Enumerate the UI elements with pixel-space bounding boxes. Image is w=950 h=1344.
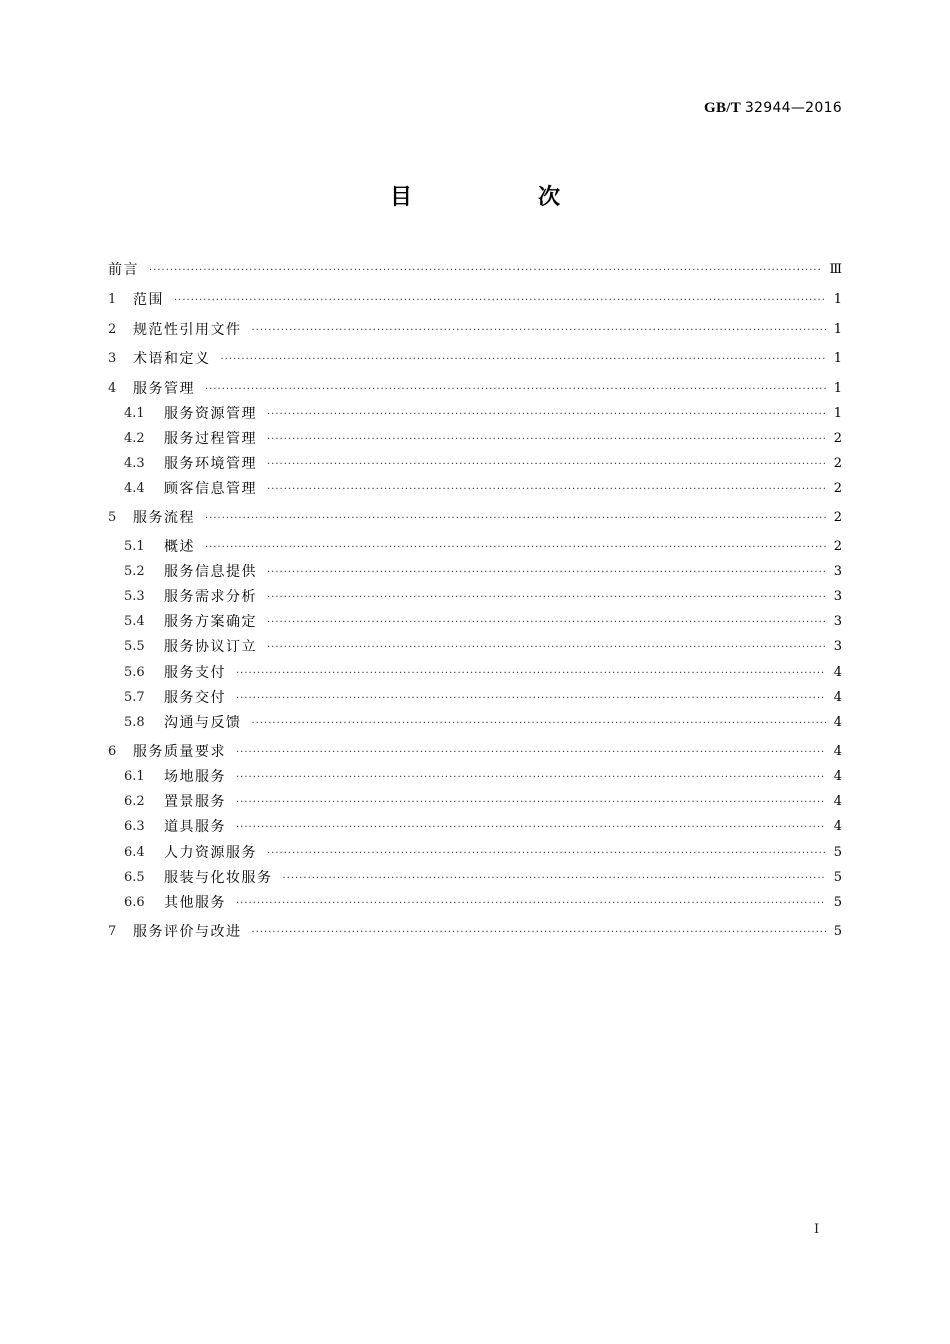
toc-leader-dots [252,924,826,942]
toc-entry-page: 1 [833,406,842,421]
toc-entry[interactable] [124,429,842,449]
toc-entry-page: 2 [833,456,842,471]
toc-entry-number: 4.2 [124,431,145,446]
toc-entry[interactable] [108,290,842,310]
toc-entry-page: 5 [833,845,842,860]
toc-entry-label: 人力资源服务 [164,845,257,861]
toc-entry[interactable] [124,817,842,837]
toc-leader-dots [283,870,826,888]
toc-entry-page: 1 [833,292,842,307]
toc-entry-label: 前言 [108,262,139,278]
standard-number: 32944—2016 [744,100,842,116]
toc-entry-page: 4 [833,715,842,730]
toc-entry-page: 4 [833,769,842,784]
toc-entry-number: 5.2 [124,564,145,579]
toc-entry[interactable] [124,562,842,582]
toc-entry-number: 5.6 [124,665,145,680]
toc-entry-number: 6.5 [124,870,145,885]
toc-entry-number: 5 [108,510,117,525]
toc-entry-page: 5 [833,895,842,910]
toc-entry-page: 1 [833,381,842,396]
toc-entry[interactable] [124,868,842,888]
toc-leader-dots [236,690,826,708]
toc-leader-dots [267,406,826,424]
toc-entry-page: 1 [833,351,842,366]
toc-entry[interactable] [124,893,842,913]
toc-entry[interactable] [124,713,842,733]
toc-entry[interactable] [124,637,842,657]
toc-leader-dots [236,895,826,913]
toc-entry-number: 3 [108,351,117,366]
toc-entry-number: 6.2 [124,794,145,809]
toc-entry-label: 服务管理 [133,381,195,397]
toc-leader-dots [267,845,826,863]
toc-entry[interactable] [108,349,842,369]
toc-entry-page: 2 [833,510,842,525]
toc-entry-label: 沟通与反馈 [164,715,242,731]
toc-entry-number: 4.3 [124,456,145,471]
toc-entry[interactable] [108,508,842,528]
toc-entry-page: 5 [833,924,842,939]
toc-leader-dots [252,715,826,733]
toc-entry[interactable] [124,537,842,557]
toc-entry-label: 服务资源管理 [164,406,257,422]
toc-leader-dots [267,431,826,449]
toc-entry-label: 服务交付 [164,690,226,706]
toc-leader-dots [149,262,821,280]
toc-entry-number: 7 [108,924,117,939]
toc-entry-page: 2 [833,431,842,446]
toc-entry-label: 服务方案确定 [164,614,257,630]
toc-entry-number: 4.1 [124,406,145,421]
toc-title: 目 次 [389,185,612,210]
toc-leader-dots [205,539,826,557]
toc-entry-label: 服务协议订立 [164,639,257,655]
toc-entry-page: 1 [833,322,842,337]
toc-entry-page: 2 [833,539,842,554]
toc-entry-number: 5.4 [124,614,145,629]
toc-entry-label: 服务需求分析 [164,589,257,605]
toc-entry-number: 1 [108,292,117,307]
toc-entry[interactable] [108,320,842,340]
toc-entry[interactable] [108,742,842,762]
toc-entry-page: 5 [833,870,842,885]
toc-entry-number: 6.1 [124,769,145,784]
toc-leader-dots [267,481,826,499]
toc-entry-label: 其他服务 [164,895,226,911]
toc-entry-label: 服务流程 [133,510,195,526]
toc-entry-label: 服装与化妆服务 [164,870,273,886]
toc-entry-page: 3 [833,614,842,629]
toc-entry[interactable] [108,379,842,399]
toc-entry-label: 服务环境管理 [164,456,257,472]
toc-entry-label: 服务质量要求 [133,744,226,760]
toc-entry[interactable] [124,612,842,632]
toc-entry[interactable] [124,454,842,474]
toc-entry-number: 5.1 [124,539,145,554]
toc-leader-dots [236,794,826,812]
toc-leader-dots [236,769,826,787]
toc-entry-page: 3 [833,639,842,654]
toc-leader-dots [252,322,826,340]
toc-entry-label: 置景服务 [164,794,226,810]
toc-entry[interactable] [124,663,842,683]
toc-entry-page: 4 [833,794,842,809]
toc-entry-number: 5.3 [124,589,145,604]
toc-entry-label: 术语和定义 [133,351,211,367]
toc-entry-label: 概述 [164,539,195,555]
toc-entry-number: 6.6 [124,895,145,910]
toc-entry-page: 4 [833,690,842,705]
toc-entry-number: 4 [108,381,117,396]
toc-entry-label: 范围 [133,292,164,308]
toc-entry-label: 服务过程管理 [164,431,257,447]
toc-leader-dots [205,381,826,399]
toc-entry-label: 规范性引用文件 [133,322,242,338]
toc-entry-page: 3 [833,564,842,579]
toc-entry-number: 2 [108,322,117,337]
toc-entry-label: 服务信息提供 [164,564,257,580]
toc-leader-dots [267,564,826,582]
toc-entry-number: 5.7 [124,690,145,705]
toc-leader-dots [267,614,826,632]
page-number: Ⅰ [814,1222,820,1237]
toc-leader-dots [236,665,826,683]
toc-entry-number: 5.5 [124,639,145,654]
toc-leader-dots [267,589,826,607]
standard-code: GB/T [703,100,741,116]
toc-entry-page: 4 [833,665,842,680]
toc-leader-dots [267,456,826,474]
toc-entry-number: 4.4 [124,481,145,496]
toc-entry-number: 5.8 [124,715,145,730]
toc-entry-page: Ⅲ [829,262,842,277]
toc-entry-label: 服务评价与改进 [133,924,242,940]
toc-entry-label: 道具服务 [164,819,226,835]
toc-entry-number: 6 [108,744,117,759]
toc-entry-label: 顾客信息管理 [164,481,257,497]
toc-entry-page: 4 [833,744,842,759]
toc-leader-dots [205,510,826,528]
toc-entry-label: 场地服务 [164,769,226,785]
toc-entry[interactable] [124,587,842,607]
toc-entry-page: 4 [833,819,842,834]
toc-entry[interactable] [124,767,842,787]
toc-entry-label: 服务支付 [164,665,226,681]
toc-entry[interactable] [124,792,842,812]
toc-entry-number: 6.4 [124,845,145,860]
toc-entry-page: 2 [833,481,842,496]
toc-leader-dots [236,744,826,762]
toc-entry[interactable] [124,688,842,708]
toc-leader-dots [267,639,826,657]
toc-entry-number: 6.3 [124,819,145,834]
toc-entry[interactable] [124,404,842,424]
toc-entry[interactable] [108,260,842,280]
toc-entry[interactable] [124,479,842,499]
toc-leader-dots [174,292,826,310]
toc-leader-dots [221,351,826,369]
toc-entry[interactable] [124,843,842,863]
toc-leader-dots [236,819,826,837]
toc-entry[interactable] [108,922,842,942]
toc-entry-page: 3 [833,589,842,604]
